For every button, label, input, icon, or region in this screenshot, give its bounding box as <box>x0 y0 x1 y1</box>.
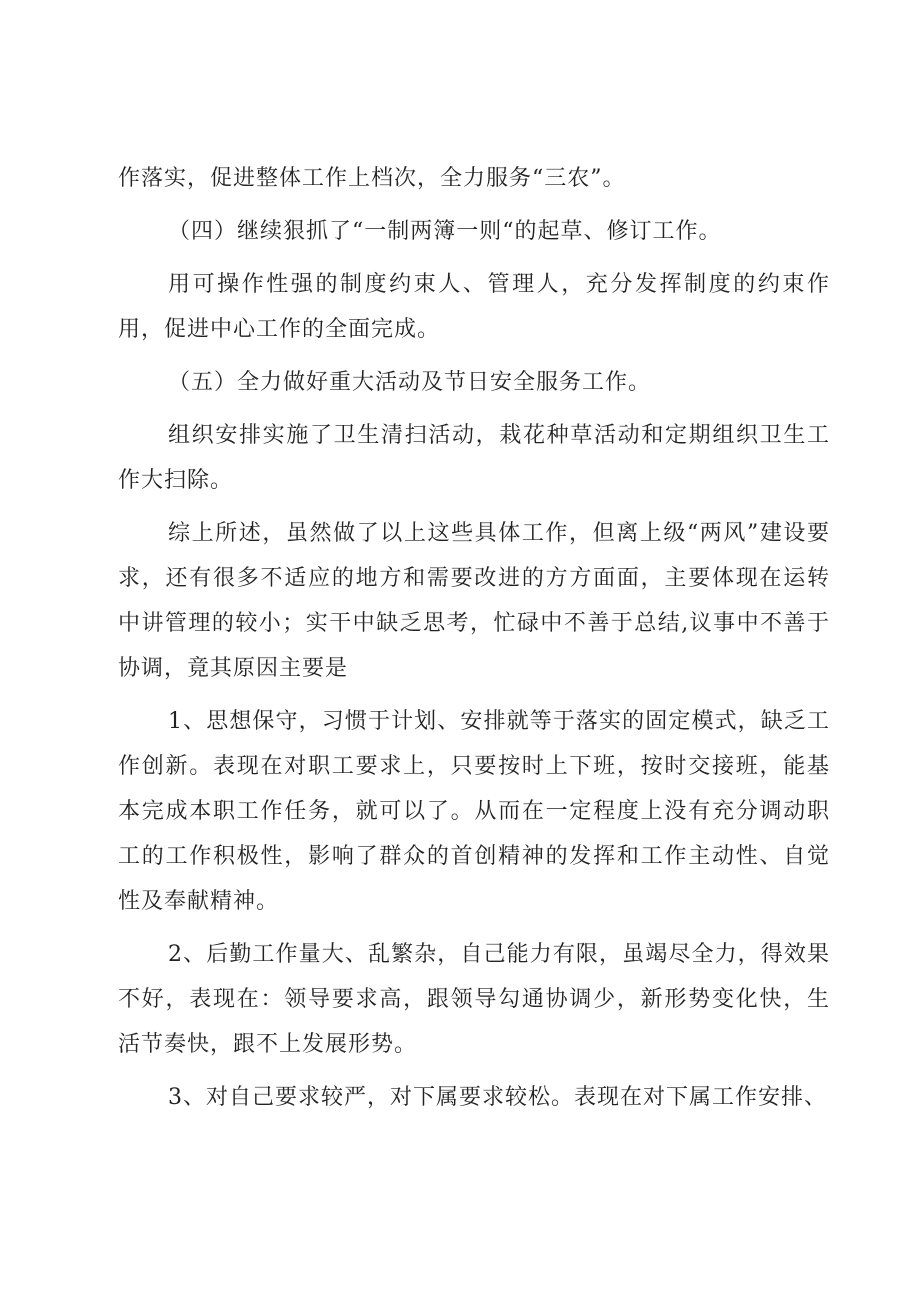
paragraph-body: 组织安排实施了卫生清扫活动，栽花种草活动和定期组织卫生工作大扫除。 <box>118 423 830 493</box>
paragraph-item-1: 1、思想保守，习惯于计划、安排就等于落实的固定模式，缺乏工作创新。表现在对职工要求上，只要按时上下班，按时交接班，能基本完成本职工作任务，就可以了。从而在一定程度上没有充分调动职工的工作积极性，影响了群众的首创精神的发挥和工作主动性、自觉性及奉献精神。 <box>118 709 830 914</box>
paragraph-summary: 综上所述，虽然做了以上这些具体工作，但离上级“两风”建设要求，还有很多不适应的地方和需要改进的方方面面，主要体现在运转中讲管理的较小；实干中缺乏思考，忙碌中不善于总结,议事中不善于协调，竟其原因主要是 <box>118 521 830 681</box>
paragraph-item-2: 2、后勤工作量大、乱繁杂，自己能力有限，虽竭尽全力，得效果不好，表现在：领导要求高，跟领导勾通协调少，新形势变化快，生活节奏快，跟不上发展形势。 <box>118 942 830 1057</box>
paragraph-continuation: 作落实，促进整体工作上档次，全力服务“三农”。 <box>118 166 626 191</box>
paragraph-heading-four: （四）继续狠抓了“一制两簿一则“的起草、修订工作。 <box>168 219 722 244</box>
paragraph-item-3: 3、对自己要求较严，对下属要求较松。表现在对下属工作安排、 <box>168 1085 827 1110</box>
paragraph-heading-five: （五）全力做好重大活动及节日安全服务工作。 <box>168 370 652 395</box>
document-body <box>118 156 830 1120</box>
paragraph-body: 用可操作性强的制度约束人、管理人，充分发挥制度的约束作用，促进中心工作的全面完成。 <box>118 272 830 342</box>
